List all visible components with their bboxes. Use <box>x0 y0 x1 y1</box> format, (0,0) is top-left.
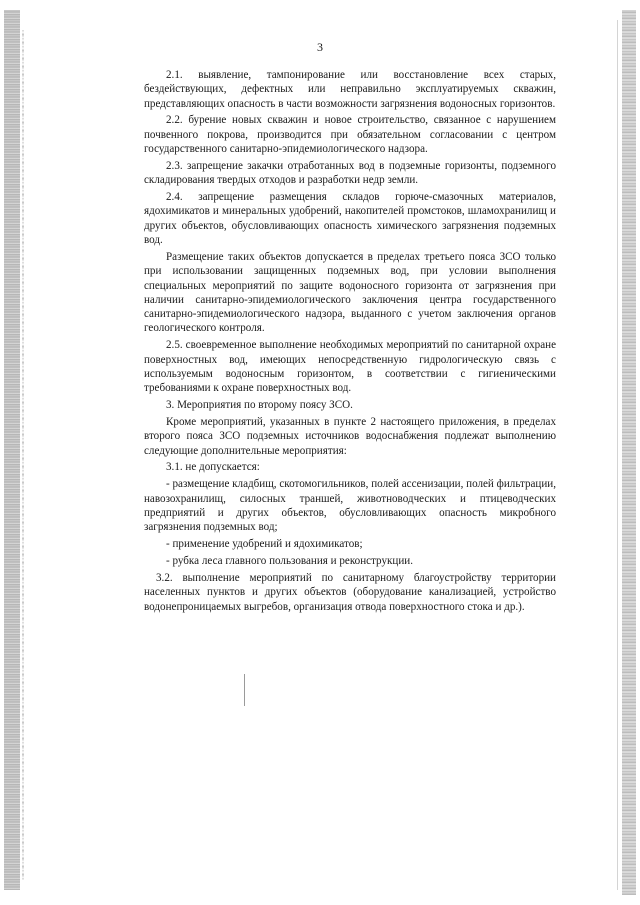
scan-artifact-mark <box>244 674 245 706</box>
paragraph-3-1: 3.1. не допускается: <box>166 461 260 474</box>
scan-edge-left <box>4 10 20 890</box>
scan-edge-right-inner <box>617 20 618 890</box>
paragraph-placement: Размещение таких объектов допускается в пределах третьего пояса ЗСО только при использовании защищенных подземных вод, при условии выполнения специальных мероприятий по защите водоносного горизонта от загрязнения при наличии санитарно-эпидемиологического заключения центра государственного санитарно-эпидемиологического надзора, выданного с учетом заключения органов геологического контроля. <box>144 250 556 335</box>
scan-edge-right <box>622 10 636 895</box>
scan-edge-left-inner <box>22 30 24 880</box>
paragraph-3-2: 3.2. выполнение мероприятий по санитарному благоустройству территории населенных пунктов и других объектов (оборудование канализацией, устройство водонепроницаемых выгребов, организация отвода поверхностного стока и др.). <box>144 571 556 613</box>
list-item-logging: - рубка леса главного пользования и реконструкции. <box>166 555 413 568</box>
paragraph-2-1: 2.1. выявление, тампонирование или восстановление всех старых, бездействующих, дефектных или неправильно эксплуатируемых скважин, представляющих опасность в части возможности загрязнения водоносных горизонтов. <box>144 69 556 110</box>
paragraph-2-2: 2.2. бурение новых скважин и новое строительство, связанное с нарушением почвенного покрова, производится при обязательном согласовании с центром государственного санитарно-эпидемиологического надзора. <box>144 114 556 156</box>
paragraph-2-5: 2.5. своевременное выполнение необходимых мероприятий по санитарной охране поверхностных вод, имеющих непосредственную гидрологическую связь с используемым водоносным горизонтом, в соответствии с гигиеническими требованиями к охране поверхностных вод. <box>144 339 556 395</box>
section-3-heading: 3. Мероприятия по второму поясу ЗСО. <box>166 399 353 412</box>
paragraph-2-3: 2.3. запрещение закачки отработанных вод в подземные горизонты, подземного складирования твердых отходов и разработки недр земли. <box>144 159 556 187</box>
page-number: 3 <box>317 40 323 54</box>
paragraph-2-4: 2.4. запрещение размещения складов горюче-смазочных материалов, ядохимикатов и минеральных удобрений, накопителей промстоков, шламохранилищ и других объектов, обусловливающих опасность химического загрязнения подземных вод. <box>144 191 556 247</box>
list-item-fertilizers: - применение удобрений и ядохимикатов; <box>166 538 363 551</box>
document-body <box>144 68 556 616</box>
paragraph-section-3-intro: Кроме мероприятий, указанных в пункте 2 настоящего приложения, в пределах второго пояса ЗСО подземных источников водоснабжения подлежат выполнению следующие дополнительные мероприятия: <box>144 415 556 457</box>
list-item-cemeteries: - размещение кладбищ, скотомогильников, полей ассенизации, полей фильтрации, навозохранилищ, силосных траншей, животноводческих и птицеводческих предприятий и других объектов, обусловливающих опасность микробного загрязнения подземных вод; <box>144 478 556 534</box>
